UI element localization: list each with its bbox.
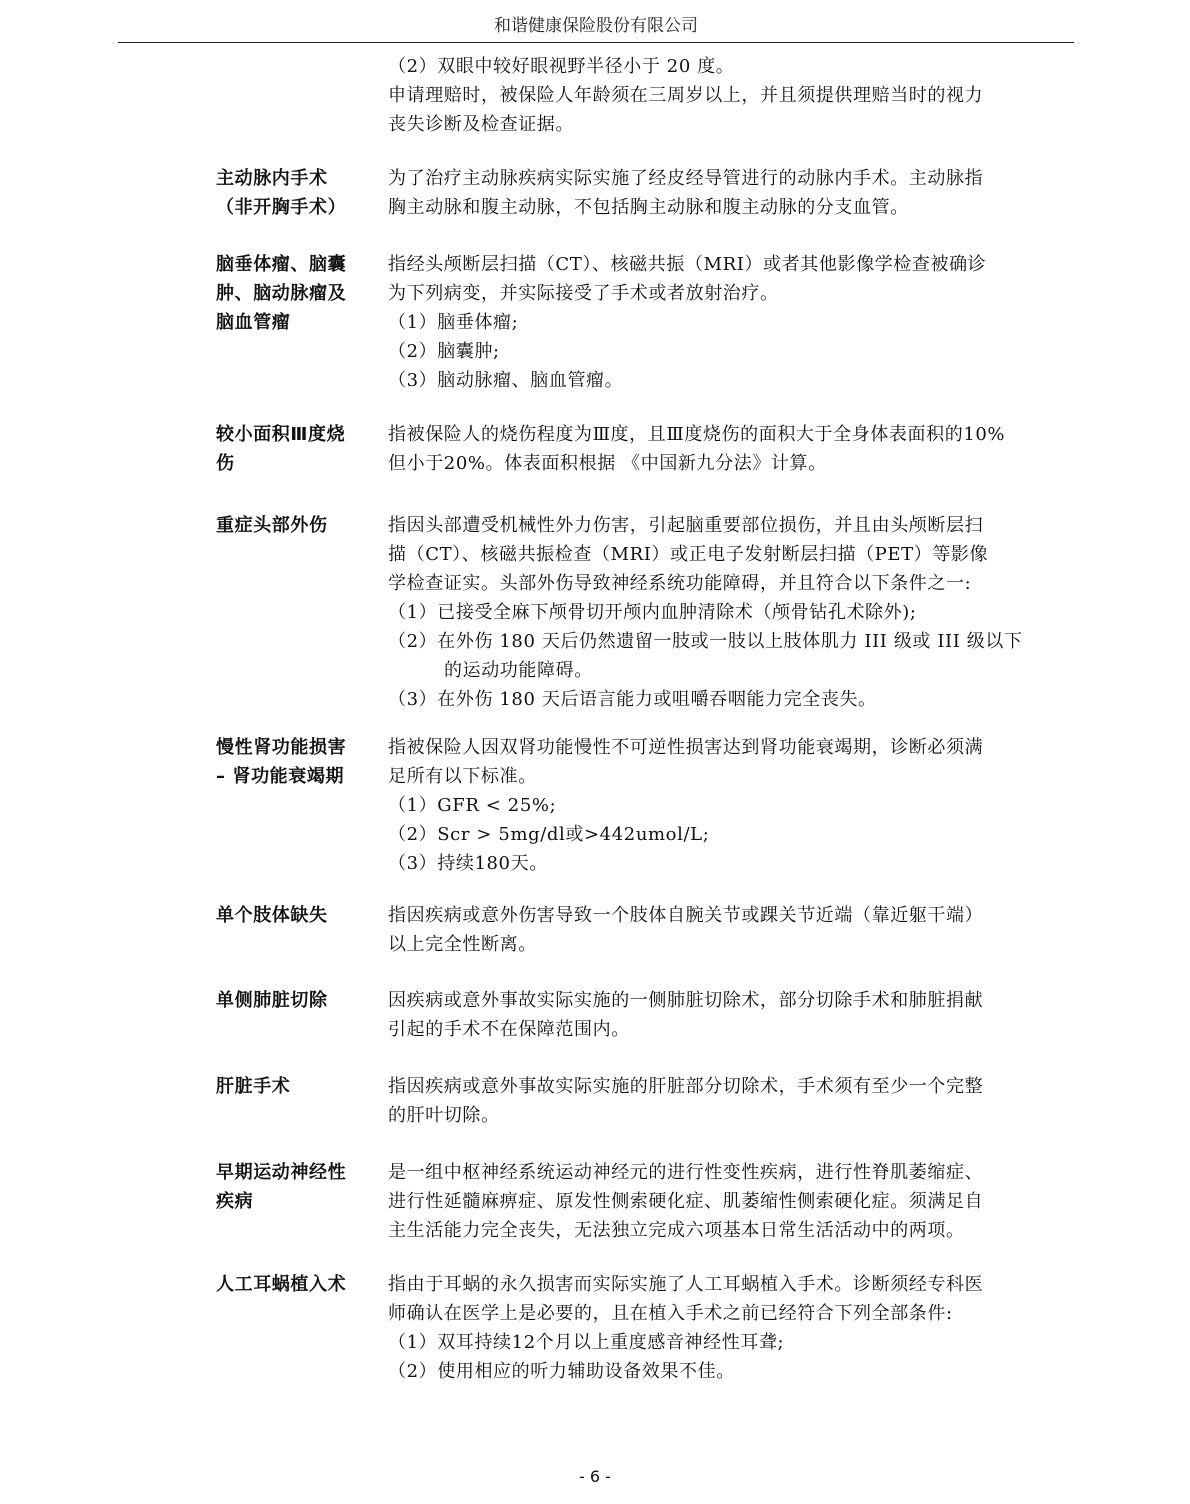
term-line: 单侧肺脏切除: [216, 990, 328, 1011]
text-line: （2）使用相应的听力辅助设备效果不佳。: [388, 1361, 735, 1382]
term-line: 慢性肾功能损害: [216, 737, 347, 758]
entry-term: [216, 986, 376, 1015]
text-line: 指因疾病或意外事故实际实施的肝脏部分切除术，手术须有至少一个完整: [388, 1076, 984, 1097]
entry-description: [388, 901, 1072, 959]
text-line: 引起的手术不在保障范围内。: [388, 1019, 630, 1040]
text-line: 是一组中枢神经系统运动神经元的进行性变性疾病，进行性脊肌萎缩症、: [388, 1162, 984, 1183]
term-line: 人工耳蜗植入术: [216, 1274, 347, 1295]
text-line: 的肝叶切除。: [388, 1105, 500, 1126]
text-line: （1）已接受全麻下颅骨切开颅内血肿清除术（颅骨钻孔术除外);: [388, 602, 917, 623]
text-line: （1）双耳持续12个月以上重度感音神经性耳聋;: [388, 1332, 785, 1353]
text-line: （1）GFR < 25%;: [388, 795, 557, 816]
entry-description: [388, 733, 1072, 878]
entry-term: [216, 164, 376, 222]
entry-term: [216, 420, 376, 478]
text-line: （2）双眼中较好眼视野半径小于 20 度。: [388, 56, 735, 77]
entry-description: [388, 164, 1072, 222]
entry-description: [388, 1072, 1072, 1130]
text-line: 描（CT）、核磁共振检查（MRI）或正电子发射断层扫描（PET）等影像: [388, 544, 989, 565]
term-line: – 肾功能衰竭期: [216, 766, 345, 787]
entry-term: [216, 733, 376, 791]
entry-term: [216, 901, 376, 930]
entry-description: [388, 1158, 1072, 1245]
entry-term: [216, 250, 376, 337]
text-line: 因疾病或意外事故实际实施的一侧肺脏切除术，部分切除手术和肺脏捐献: [388, 990, 984, 1011]
text-line: 为了治疗主动脉疾病实际实施了经皮经导管进行的动脉内手术。主动脉指: [388, 168, 984, 189]
entry-term: [216, 1072, 376, 1101]
text-line: 丧失诊断及检查证据。: [388, 114, 574, 135]
text-line: 但小于20%。体表面积根据 《中国新九分法》计算。: [388, 453, 827, 474]
text-line: （3）脑动脉瘤、脑血管瘤。: [388, 370, 624, 391]
term-line: 脑血管瘤: [216, 312, 291, 333]
entry-term: [216, 511, 376, 540]
term-line: 肝脏手术: [216, 1076, 291, 1097]
term-line: 疾病: [216, 1191, 254, 1212]
entry-description: [388, 250, 1072, 395]
text-line: 学检查证实。头部外伤导致神经系统功能障碍，并且符合以下条件之一:: [388, 573, 972, 594]
term-line: （非开胸手术）: [216, 197, 347, 218]
term-line: 主动脉内手术: [216, 168, 328, 189]
term-line: 肿、脑动脉瘤及: [216, 283, 347, 304]
text-line: 指因头部遭受机械性外力伤害，引起脑重要部位损伤，并且由头颅断层扫: [388, 515, 984, 536]
entry-description: [388, 1270, 1072, 1386]
text-line: 进行性延髓麻痹症、原发性侧索硬化症、肌萎缩性侧索硬化症。须满足自: [388, 1191, 984, 1212]
text-line: （1）脑垂体瘤;: [388, 312, 519, 333]
term-line: 早期运动神经性: [216, 1162, 347, 1183]
text-line: 指被保险人的烧伤程度为Ⅲ度，且Ⅲ度烧伤的面积大于全身体表面积的10%: [388, 424, 1006, 445]
text-line: 的运动功能障碍。: [444, 660, 593, 681]
text-line: （3）在外伤 180 天后语言能力或咀嚼吞咽能力完全丧失。: [388, 689, 877, 710]
entry-description: [388, 511, 1072, 714]
text-line: （3）持续180天。: [388, 853, 548, 874]
text-line: 主生活能力完全丧失，无法独立完成六项基本日常生活活动中的两项。: [388, 1220, 965, 1241]
text-line: 足所有以下标准。: [388, 766, 537, 787]
page-header-company: 和谐健康保险股份有限公司: [494, 16, 698, 36]
text-line: 指被保险人因双肾功能慢性不可逆性损害达到肾功能衰竭期，诊断必须满: [388, 737, 984, 758]
text-line: （2）Scr > 5mg/dl或>442umol/L;: [388, 824, 710, 845]
term-line: 脑垂体瘤、脑囊: [216, 254, 347, 275]
text-line: 为下列病变，并实际接受了手术或者放射治疗。: [388, 283, 779, 304]
text-line: 以上完全性断离。: [388, 934, 537, 955]
text-line: （2）在外伤 180 天后仍然遗留一肢或一肢以上肢体肌力 III 级或 III 级以下: [388, 631, 1023, 652]
term-line: 较小面积Ⅲ度烧: [216, 424, 346, 445]
entry-term: [216, 1158, 376, 1216]
text-line: 指由于耳蜗的永久损害而实际实施了人工耳蜗植入手术。诊断须经专科医: [388, 1274, 984, 1295]
text-line: 指经头颅断层扫描（CT）、核磁共振（MRI）或者其他影像学检查被确诊: [388, 254, 987, 275]
continued-text-block: [388, 52, 1070, 139]
text-line: 指因疾病或意外伤害导致一个肢体自腕关节或踝关节近端（靠近躯干端）: [388, 905, 984, 926]
text-line: 师确认在医学上是必要的，且在植入手术之前已经符合下列全部条件:: [388, 1303, 953, 1324]
term-line: 单个肢体缺失: [216, 905, 328, 926]
entry-description: [388, 986, 1072, 1044]
entry-description: [388, 420, 1072, 478]
text-line: 申请理赔时，被保险人年龄须在三周岁以上，并且须提供理赔当时的视力: [388, 85, 984, 106]
page-number: - 6 -: [579, 1467, 611, 1486]
term-line: 伤: [216, 453, 235, 474]
text-line: （2）脑囊肿;: [388, 341, 500, 362]
term-line: 重症头部外伤: [216, 515, 328, 536]
header-divider: [118, 42, 1074, 43]
text-line: 胸主动脉和腹主动脉，不包括胸主动脉和腹主动脉的分支血管。: [388, 197, 909, 218]
entry-term: [216, 1270, 376, 1299]
